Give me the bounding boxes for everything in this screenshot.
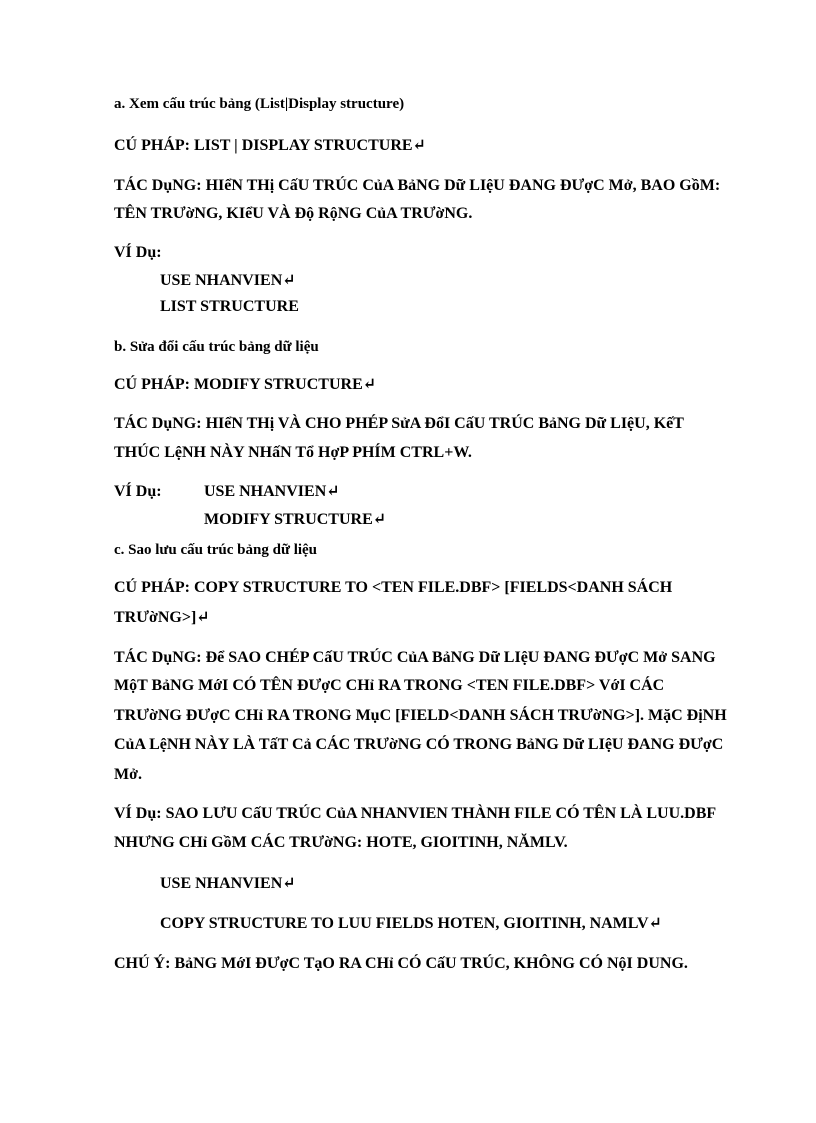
- example-copy-line-1: VÍ Dụ: SAO LƯU CấU TRÚC CủA NHANVIEN THÀNH FILE CÓ TÊN LÀ LUU.DBF: [114, 805, 717, 822]
- example-label-b: VÍ Dụ:: [114, 483, 162, 500]
- effect-copy-line-4: CủA LệNH NÀY LÀ TấT Cả CÁC TRƯờNG CÓ TRONG BảNG Dữ LIệU ĐANG ĐƯợC: [114, 736, 724, 753]
- example-copy-line-2: NHƯNG CHỉ GồM CÁC TRƯờNG: HOTE, GIOITINH, NĂMLV.: [114, 834, 568, 851]
- syntax-modify: CÚ PHÁP: MODIFY STRUCTURE↵: [114, 376, 377, 393]
- effect-list-line-2: TÊN TRƯờNG, KIểU VÀ Độ RộNG CủA TRƯờNG.: [114, 205, 473, 222]
- syntax-copy-line-2: TRƯờNG>]↵: [114, 609, 210, 626]
- code-list-structure: LIST STRUCTURE: [160, 298, 299, 315]
- effect-copy-line-2: MộT BảNG MớI CÓ TÊN ĐƯợC CHỉ RA TRONG <TEN FILE.DBF> VớI CÁC: [114, 677, 665, 694]
- effect-list-line-1: TÁC DụNG: HIểN THị CấU TRÚC CủA BảNG Dữ LIệU ĐANG ĐƯợC Mở, BAO GồM:: [114, 177, 721, 194]
- syntax-copy-line-1: CÚ PHÁP: COPY STRUCTURE TO <TEN FILE.DBF> [FIELDS<DANH SÁCH: [114, 579, 673, 596]
- effect-copy-line-3: TRƯờNG ĐƯợC CHỉ RA TRONG MụC [FIELD<DANH SÁCH TRƯờNG>]. MặC ĐịNH: [114, 707, 727, 724]
- heading-b: b. Sửa đổi cấu trúc bảng dữ liệu: [114, 339, 319, 355]
- code-copy-structure: COPY STRUCTURE TO LUU FIELDS HOTEN, GIOITINH, NAMLV↵: [160, 915, 662, 932]
- example-label-a: VÍ Dụ:: [114, 244, 162, 261]
- heading-c: c. Sao lưu cấu trúc bảng dữ liệu: [114, 542, 318, 558]
- code-use-c: USE NHANVIEN↵: [160, 875, 296, 892]
- syntax-list: CÚ PHÁP: LIST | DISPLAY STRUCTURE↵: [114, 137, 426, 154]
- effect-copy-line-1: TÁC DụNG: Để SAO CHÉP CấU TRÚC CủA BảNG Dữ LIệU ĐANG ĐƯợC Mở SANG: [114, 649, 716, 666]
- effect-copy-line-5: Mở.: [114, 766, 142, 783]
- effect-modify-line-2: THÚC LệNH NÀY NHấN Tổ HợP PHÍM CTRL+W.: [114, 444, 472, 461]
- note: CHÚ Ý: BảNG MớI ĐƯợC TạO RA CHỉ CÓ CấU TRÚC, KHÔNG CÓ NộI DUNG.: [114, 955, 688, 972]
- code-modify-structure: MODIFY STRUCTURE↵: [204, 511, 387, 528]
- code-use-b: USE NHANVIEN↵: [204, 483, 340, 500]
- effect-modify-line-1: TÁC DụNG: HIểN THị VÀ CHO PHÉP SửA ĐổI CấU TRÚC BảNG Dữ LIệU, KếT: [114, 415, 684, 432]
- heading-a: a. Xem cấu trúc bảng (List|Display structure): [114, 96, 405, 112]
- code-use-a: USE NHANVIEN↵: [160, 272, 296, 289]
